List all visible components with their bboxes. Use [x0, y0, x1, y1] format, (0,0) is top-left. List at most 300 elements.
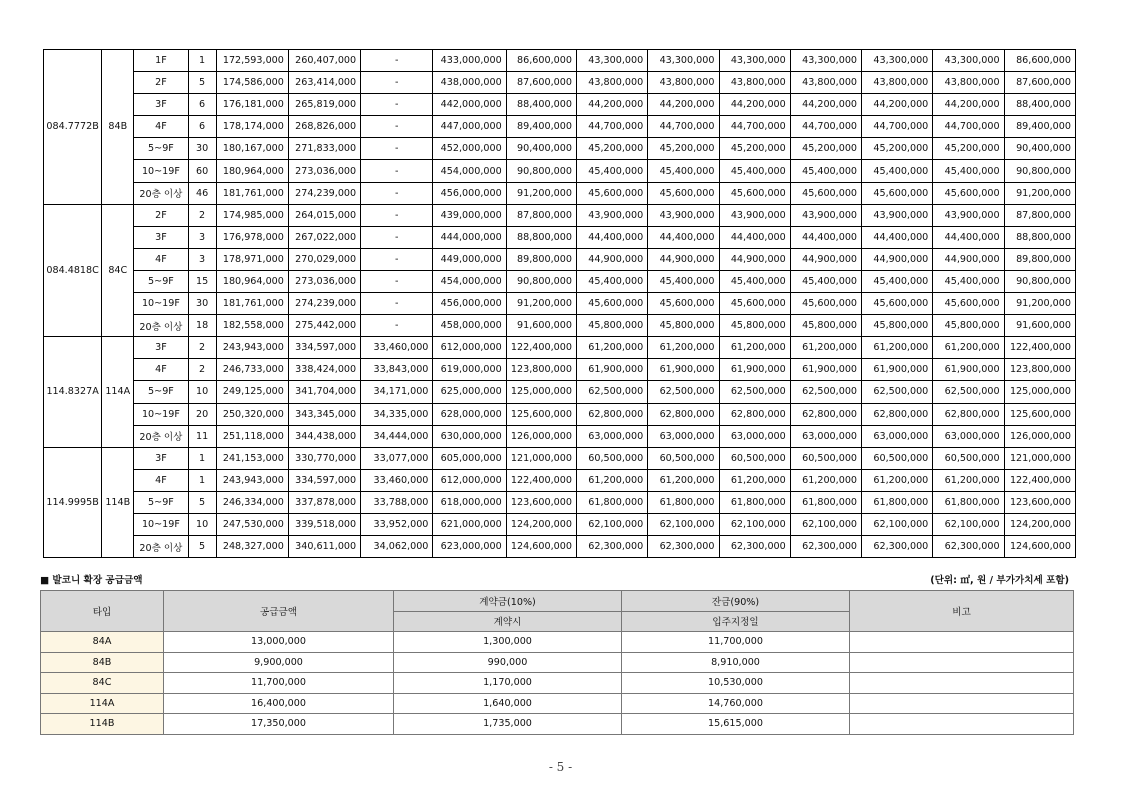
- price-cell: 248,327,000: [216, 536, 288, 558]
- price-cell: 90,400,000: [1004, 138, 1075, 160]
- price-cell: 61,200,000: [862, 337, 933, 359]
- table-row: [44, 403, 1076, 425]
- price-cell: 34,062,000: [361, 536, 433, 558]
- price-cell: 62,800,000: [719, 403, 790, 425]
- price-cell: 62,800,000: [862, 403, 933, 425]
- price-cell: 447,000,000: [433, 116, 506, 138]
- price-cell: 43,300,000: [719, 50, 790, 72]
- price-cell: 45,200,000: [648, 138, 719, 160]
- price-cell: 34,444,000: [361, 425, 433, 447]
- price-cell: 87,600,000: [506, 72, 576, 94]
- price-cell: 625,000,000: [433, 381, 506, 403]
- price-cell: 61,200,000: [576, 337, 647, 359]
- price-cell: 45,400,000: [648, 270, 719, 292]
- balcony-balance-cell: 15,615,000: [622, 714, 850, 735]
- type-cell: 84B: [102, 50, 134, 205]
- table-row: [44, 204, 1076, 226]
- price-cell: 454,000,000: [433, 270, 506, 292]
- price-cell: 125,600,000: [1004, 403, 1075, 425]
- price-cell: 87,800,000: [506, 204, 576, 226]
- units-cell: 20: [188, 403, 216, 425]
- price-cell: 337,878,000: [288, 491, 360, 513]
- price-cell: 275,442,000: [288, 315, 360, 337]
- price-cell: 339,518,000: [288, 513, 360, 535]
- price-cell: 241,153,000: [216, 447, 288, 469]
- units-cell: 6: [188, 94, 216, 116]
- table-row: [41, 673, 1074, 694]
- units-cell: 60: [188, 160, 216, 182]
- price-cell: 340,611,000: [288, 536, 360, 558]
- price-cell: 91,200,000: [506, 182, 576, 204]
- price-cell: 61,800,000: [933, 491, 1004, 513]
- balcony-contract-cell: 1,640,000: [394, 693, 622, 714]
- price-cell: 61,200,000: [648, 469, 719, 491]
- price-cell: 45,400,000: [648, 160, 719, 182]
- price-cell: 89,800,000: [1004, 248, 1075, 270]
- price-cell: 45,600,000: [648, 293, 719, 315]
- floor-cell: 5~9F: [134, 491, 188, 513]
- price-cell: 125,000,000: [506, 381, 576, 403]
- price-cell: 121,000,000: [1004, 447, 1075, 469]
- price-cell: 45,400,000: [576, 160, 647, 182]
- price-cell: 45,800,000: [576, 315, 647, 337]
- price-cell: 243,943,000: [216, 469, 288, 491]
- price-cell: 121,000,000: [506, 447, 576, 469]
- price-cell: 44,700,000: [790, 116, 861, 138]
- price-cell: 60,500,000: [648, 447, 719, 469]
- table-row: [44, 337, 1076, 359]
- price-cell: -: [361, 270, 433, 292]
- price-cell: 33,952,000: [361, 513, 433, 535]
- price-cell: 62,500,000: [790, 381, 861, 403]
- price-cell: 124,600,000: [506, 536, 576, 558]
- price-cell: 62,500,000: [933, 381, 1004, 403]
- price-cell: 60,500,000: [719, 447, 790, 469]
- price-cell: 43,900,000: [933, 204, 1004, 226]
- price-cell: 89,800,000: [506, 248, 576, 270]
- table-row: [44, 315, 1076, 337]
- type-cell: 84C: [102, 204, 134, 337]
- price-cell: 123,800,000: [1004, 359, 1075, 381]
- price-cell: 43,800,000: [648, 72, 719, 94]
- units-cell: 18: [188, 315, 216, 337]
- floor-cell: 4F: [134, 469, 188, 491]
- table-row: [41, 714, 1074, 735]
- price-cell: 90,800,000: [1004, 160, 1075, 182]
- price-cell: 62,800,000: [933, 403, 1004, 425]
- type-cell: 114A: [102, 337, 134, 447]
- type-cell: 114B: [102, 447, 134, 557]
- price-cell: 44,400,000: [576, 226, 647, 248]
- price-cell: 61,200,000: [648, 337, 719, 359]
- price-cell: 45,600,000: [862, 182, 933, 204]
- price-cell: 61,800,000: [862, 491, 933, 513]
- table-row: [41, 652, 1074, 673]
- price-cell: 43,900,000: [648, 204, 719, 226]
- price-cell: 45,600,000: [790, 182, 861, 204]
- price-cell: 87,800,000: [1004, 204, 1075, 226]
- price-cell: 43,800,000: [719, 72, 790, 94]
- table-row: [41, 693, 1074, 714]
- price-cell: 44,900,000: [933, 248, 1004, 270]
- price-cell: 341,704,000: [288, 381, 360, 403]
- price-cell: 273,036,000: [288, 160, 360, 182]
- price-cell: 34,171,000: [361, 381, 433, 403]
- price-cell: -: [361, 204, 433, 226]
- price-cell: 33,460,000: [361, 469, 433, 491]
- table-row: [44, 116, 1076, 138]
- price-cell: 45,200,000: [576, 138, 647, 160]
- price-cell: 62,800,000: [790, 403, 861, 425]
- header-type: 타입: [41, 591, 164, 632]
- price-cell: 623,000,000: [433, 536, 506, 558]
- price-cell: 44,700,000: [719, 116, 790, 138]
- price-cell: 44,200,000: [862, 94, 933, 116]
- price-cell: 61,900,000: [719, 359, 790, 381]
- price-cell: 630,000,000: [433, 425, 506, 447]
- table-row: [44, 182, 1076, 204]
- header-supply: 공급금액: [164, 591, 394, 632]
- price-cell: 62,100,000: [719, 513, 790, 535]
- price-cell: 178,174,000: [216, 116, 288, 138]
- balcony-balance-cell: 10,530,000: [622, 673, 850, 694]
- price-cell: 125,000,000: [1004, 381, 1075, 403]
- price-cell: 44,900,000: [719, 248, 790, 270]
- price-cell: 265,819,000: [288, 94, 360, 116]
- table-row: [44, 50, 1076, 72]
- price-cell: 181,761,000: [216, 182, 288, 204]
- floor-cell: 1F: [134, 50, 188, 72]
- price-cell: 456,000,000: [433, 293, 506, 315]
- price-cell: -: [361, 248, 433, 270]
- price-cell: 33,077,000: [361, 447, 433, 469]
- price-cell: 122,400,000: [1004, 337, 1075, 359]
- area-cell: 084.4818C: [44, 204, 102, 337]
- price-cell: 61,800,000: [576, 491, 647, 513]
- price-cell: 43,900,000: [719, 204, 790, 226]
- floor-cell: 2F: [134, 72, 188, 94]
- price-cell: 273,036,000: [288, 270, 360, 292]
- price-cell: 45,600,000: [933, 293, 1004, 315]
- units-cell: 46: [188, 182, 216, 204]
- price-cell: 45,600,000: [648, 182, 719, 204]
- units-cell: 11: [188, 425, 216, 447]
- price-cell: 45,400,000: [862, 160, 933, 182]
- units-cell: 30: [188, 138, 216, 160]
- price-cell: 43,900,000: [862, 204, 933, 226]
- price-cell: 449,000,000: [433, 248, 506, 270]
- price-cell: 61,200,000: [790, 337, 861, 359]
- header-contract-sub: 계약시: [394, 611, 622, 632]
- units-cell: 15: [188, 270, 216, 292]
- balcony-contract-cell: 1,170,000: [394, 673, 622, 694]
- price-cell: 62,800,000: [648, 403, 719, 425]
- price-cell: 260,407,000: [288, 50, 360, 72]
- price-cell: 181,761,000: [216, 293, 288, 315]
- price-cell: 45,600,000: [790, 293, 861, 315]
- table-row: [44, 513, 1076, 535]
- price-cell: 61,900,000: [933, 359, 1004, 381]
- price-cell: 88,400,000: [506, 94, 576, 116]
- price-cell: 44,200,000: [648, 94, 719, 116]
- balcony-type-cell: 84C: [41, 673, 164, 694]
- balcony-supply-cell: 11,700,000: [164, 673, 394, 694]
- price-cell: 86,600,000: [506, 50, 576, 72]
- price-cell: 45,600,000: [576, 293, 647, 315]
- price-cell: 174,985,000: [216, 204, 288, 226]
- price-cell: 62,100,000: [648, 513, 719, 535]
- floor-cell: 5~9F: [134, 270, 188, 292]
- price-cell: 61,900,000: [862, 359, 933, 381]
- price-cell: 61,900,000: [790, 359, 861, 381]
- price-cell: 43,900,000: [790, 204, 861, 226]
- units-cell: 10: [188, 381, 216, 403]
- price-cell: 44,200,000: [719, 94, 790, 116]
- price-cell: 88,800,000: [506, 226, 576, 248]
- price-cell: 180,964,000: [216, 270, 288, 292]
- price-cell: 45,600,000: [862, 293, 933, 315]
- price-cell: 91,200,000: [1004, 182, 1075, 204]
- price-cell: 122,400,000: [506, 337, 576, 359]
- price-cell: 180,167,000: [216, 138, 288, 160]
- units-cell: 1: [188, 447, 216, 469]
- price-cell: 439,000,000: [433, 204, 506, 226]
- price-cell: 45,800,000: [719, 315, 790, 337]
- units-cell: 5: [188, 536, 216, 558]
- price-cell: -: [361, 160, 433, 182]
- price-cell: 126,000,000: [506, 425, 576, 447]
- price-cell: 60,500,000: [933, 447, 1004, 469]
- price-cell: 62,100,000: [790, 513, 861, 535]
- price-cell: 274,239,000: [288, 182, 360, 204]
- price-cell: 45,800,000: [648, 315, 719, 337]
- price-cell: 176,978,000: [216, 226, 288, 248]
- balcony-remarks-cell: [850, 652, 1074, 673]
- price-cell: 87,600,000: [1004, 72, 1075, 94]
- price-cell: 270,029,000: [288, 248, 360, 270]
- balcony-table: [40, 590, 1074, 735]
- price-cell: 178,971,000: [216, 248, 288, 270]
- units-cell: 3: [188, 248, 216, 270]
- price-cell: 45,200,000: [719, 138, 790, 160]
- price-cell: 62,300,000: [576, 536, 647, 558]
- price-cell: 60,500,000: [862, 447, 933, 469]
- balcony-type-cell: 84B: [41, 652, 164, 673]
- price-cell: 264,015,000: [288, 204, 360, 226]
- price-cell: 33,460,000: [361, 337, 433, 359]
- price-cell: 44,700,000: [576, 116, 647, 138]
- balcony-contract-cell: 1,300,000: [394, 632, 622, 653]
- balcony-supply-cell: 16,400,000: [164, 693, 394, 714]
- price-cell: 62,100,000: [862, 513, 933, 535]
- price-cell: 338,424,000: [288, 359, 360, 381]
- floor-cell: 2F: [134, 204, 188, 226]
- floor-cell: 10~19F: [134, 403, 188, 425]
- price-cell: 90,400,000: [506, 138, 576, 160]
- area-cell: 084.7772B: [44, 50, 102, 205]
- units-cell: 10: [188, 513, 216, 535]
- price-cell: 62,800,000: [576, 403, 647, 425]
- area-cell: 114.8327A: [44, 337, 102, 447]
- price-cell: 126,000,000: [1004, 425, 1075, 447]
- units-cell: 5: [188, 491, 216, 513]
- price-cell: 61,200,000: [933, 469, 1004, 491]
- price-cell: 433,000,000: [433, 50, 506, 72]
- price-cell: 123,600,000: [1004, 491, 1075, 513]
- table-row: [44, 381, 1076, 403]
- price-cell: 61,900,000: [648, 359, 719, 381]
- price-cell: 91,600,000: [506, 315, 576, 337]
- price-cell: 45,800,000: [862, 315, 933, 337]
- price-cell: 43,300,000: [933, 50, 1004, 72]
- price-cell: 62,300,000: [862, 536, 933, 558]
- floor-cell: 5~9F: [134, 138, 188, 160]
- price-cell: 45,800,000: [790, 315, 861, 337]
- balcony-remarks-cell: [850, 693, 1074, 714]
- header-contract: 계약금(10%): [394, 591, 622, 612]
- balcony-supply-cell: 13,000,000: [164, 632, 394, 653]
- price-cell: -: [361, 182, 433, 204]
- price-cell: 62,100,000: [933, 513, 1004, 535]
- floor-cell: 4F: [134, 116, 188, 138]
- table-row: [44, 359, 1076, 381]
- header-balance-sub: 입주지정일: [622, 611, 850, 632]
- price-cell: 62,500,000: [648, 381, 719, 403]
- balcony-supply-cell: 17,350,000: [164, 714, 394, 735]
- price-cell: 45,400,000: [790, 270, 861, 292]
- table-row: [44, 469, 1076, 491]
- table-row: [44, 160, 1076, 182]
- price-cell: 122,400,000: [1004, 469, 1075, 491]
- price-cell: 246,334,000: [216, 491, 288, 513]
- table-row: [44, 226, 1076, 248]
- units-cell: 2: [188, 359, 216, 381]
- units-cell: 30: [188, 293, 216, 315]
- price-cell: 180,964,000: [216, 160, 288, 182]
- price-cell: 44,900,000: [862, 248, 933, 270]
- price-cell: 621,000,000: [433, 513, 506, 535]
- price-cell: 63,000,000: [576, 425, 647, 447]
- table-row: [41, 632, 1074, 653]
- price-cell: 88,800,000: [1004, 226, 1075, 248]
- price-cell: 61,200,000: [933, 337, 1004, 359]
- price-cell: 62,300,000: [790, 536, 861, 558]
- price-cell: 43,900,000: [576, 204, 647, 226]
- floor-cell: 3F: [134, 447, 188, 469]
- price-cell: 63,000,000: [719, 425, 790, 447]
- price-cell: 246,733,000: [216, 359, 288, 381]
- price-cell: 61,200,000: [719, 469, 790, 491]
- price-cell: 45,200,000: [862, 138, 933, 160]
- units-cell: 1: [188, 469, 216, 491]
- price-cell: 44,700,000: [933, 116, 1004, 138]
- price-cell: 62,300,000: [719, 536, 790, 558]
- table-row: [44, 248, 1076, 270]
- price-cell: 438,000,000: [433, 72, 506, 94]
- price-cell: 43,800,000: [576, 72, 647, 94]
- price-cell: -: [361, 116, 433, 138]
- price-cell: 123,800,000: [506, 359, 576, 381]
- price-cell: 247,530,000: [216, 513, 288, 535]
- price-cell: 43,300,000: [862, 50, 933, 72]
- price-cell: 63,000,000: [648, 425, 719, 447]
- price-cell: 44,400,000: [648, 226, 719, 248]
- price-cell: 174,586,000: [216, 72, 288, 94]
- unit-note: (단위: ㎡, 원 / 부가가치세 포함): [930, 575, 1069, 586]
- balcony-supply-cell: 9,900,000: [164, 652, 394, 673]
- price-cell: 44,200,000: [933, 94, 1004, 116]
- floor-cell: 5~9F: [134, 381, 188, 403]
- units-cell: 2: [188, 337, 216, 359]
- units-cell: 1: [188, 50, 216, 72]
- price-cell: 62,500,000: [576, 381, 647, 403]
- floor-cell: 4F: [134, 359, 188, 381]
- price-cell: 45,600,000: [933, 182, 1004, 204]
- price-cell: 444,000,000: [433, 226, 506, 248]
- price-cell: 45,400,000: [933, 160, 1004, 182]
- floor-cell: 3F: [134, 94, 188, 116]
- balcony-type-cell: 114A: [41, 693, 164, 714]
- price-cell: 45,400,000: [576, 270, 647, 292]
- price-cell: 90,800,000: [506, 270, 576, 292]
- balcony-remarks-cell: [850, 632, 1074, 653]
- price-cell: 61,200,000: [576, 469, 647, 491]
- price-cell: -: [361, 315, 433, 337]
- table-row: [44, 94, 1076, 116]
- price-cell: 334,597,000: [288, 337, 360, 359]
- price-cell: 45,400,000: [719, 270, 790, 292]
- price-cell: 458,000,000: [433, 315, 506, 337]
- price-cell: 122,400,000: [506, 469, 576, 491]
- units-cell: 3: [188, 226, 216, 248]
- floor-cell: 20층 이상: [134, 536, 188, 558]
- balcony-balance-cell: 8,910,000: [622, 652, 850, 673]
- balcony-contract-cell: 1,735,000: [394, 714, 622, 735]
- price-cell: 267,022,000: [288, 226, 360, 248]
- price-cell: 61,800,000: [648, 491, 719, 513]
- price-cell: 619,000,000: [433, 359, 506, 381]
- price-cell: 124,600,000: [1004, 536, 1075, 558]
- price-cell: 63,000,000: [790, 425, 861, 447]
- price-cell: 124,200,000: [506, 513, 576, 535]
- price-cell: 612,000,000: [433, 337, 506, 359]
- price-cell: 63,000,000: [862, 425, 933, 447]
- price-cell: 442,000,000: [433, 94, 506, 116]
- table-row: [44, 72, 1076, 94]
- price-cell: 89,400,000: [1004, 116, 1075, 138]
- price-cell: -: [361, 72, 433, 94]
- price-cell: 43,800,000: [790, 72, 861, 94]
- price-cell: 43,300,000: [576, 50, 647, 72]
- price-cell: 43,300,000: [790, 50, 861, 72]
- price-cell: 182,558,000: [216, 315, 288, 337]
- price-cell: 263,414,000: [288, 72, 360, 94]
- table-row: [44, 536, 1076, 558]
- units-cell: 6: [188, 116, 216, 138]
- price-cell: 44,700,000: [862, 116, 933, 138]
- price-cell: 452,000,000: [433, 138, 506, 160]
- price-cell: 250,320,000: [216, 403, 288, 425]
- price-cell: 91,200,000: [506, 293, 576, 315]
- price-cell: -: [361, 50, 433, 72]
- price-cell: 62,500,000: [719, 381, 790, 403]
- price-cell: 90,800,000: [1004, 270, 1075, 292]
- price-cell: 44,200,000: [576, 94, 647, 116]
- table-row: [44, 447, 1076, 469]
- price-cell: 61,200,000: [719, 337, 790, 359]
- price-cell: 62,500,000: [862, 381, 933, 403]
- price-cell: 456,000,000: [433, 182, 506, 204]
